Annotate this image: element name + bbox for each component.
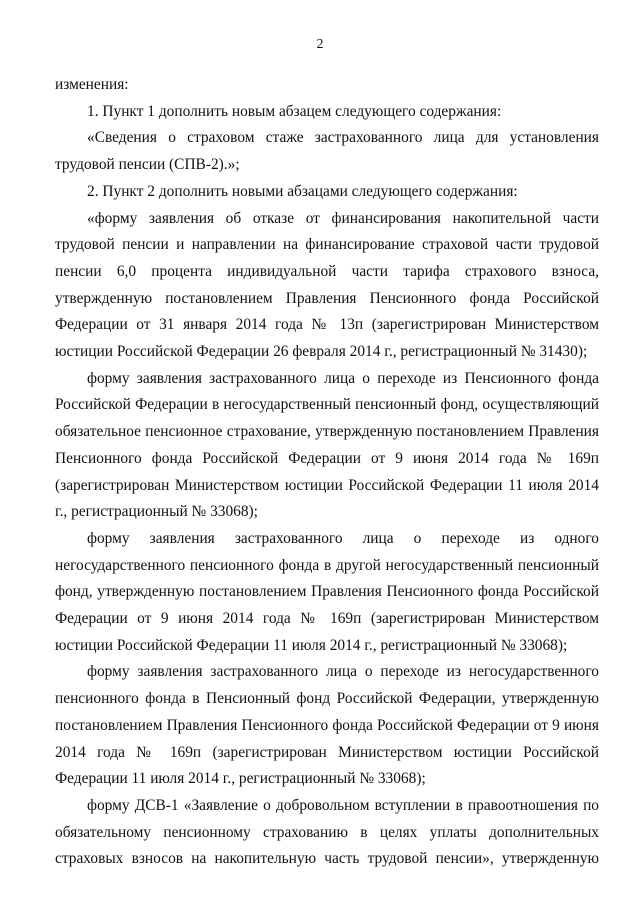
paragraph-transfer-between-npf: форму заявления застрахованного лица о переходе из одного негосударственного пенсионного фонда в другой негосударственный пенсионный фонд, утвержденную постановлением Правления Пенсионного фонда Российской Федерации от 9 июня 2014 года № 169п (зарегистрирован Министерством юстиции Российской Федерации 11 июля 2014 г., регистрационный № 33068); xyxy=(55,529,599,654)
document-body xyxy=(55,72,599,873)
paragraph-dsv1-form: форму ДСВ-1 «Заявление о добровольном вступлении в правоотношения по обязательному пенсионному страхованию в целях уплаты дополнительных страховых взносов на накопительную часть трудовой пенсии», утвержденную xyxy=(55,796,599,868)
paragraph-refusal-form: «форму заявления об отказе от финансирования накопительной части трудовой пенсии и направлении на финансирование страховой части трудовой пенсии 6,0 процента индивидуальной части тарифа страхового взноса, утвержденную постановлением Правления Пенсионного фонда Российской Федерации от 31 января 2014 года № 13п (зарегистрирован Министерством юстиции Российской Федерации 26 февраля 2014 г., регистрационный № 31430); xyxy=(55,209,599,361)
paragraph-item-2: 2. Пункт 2 дополнить новыми абзацами следующего содержания: xyxy=(87,182,518,200)
paragraph-item-1: 1. Пункт 1 дополнить новым абзацем следующего содержания: xyxy=(87,102,502,120)
paragraph-transfer-to-pfr: форму заявления застрахованного лица о переходе из негосударственного пенсионного фонда в Пенсионный фонд Российской Федерации, утвержденную постановлением Правления Пенсионного фонда Российской Федерации от 9 июня 2014 года № 169п (зарегистрирован Министерством юстиции Российской Федерации 11 июля 2014 г., регистрационный № 33068); xyxy=(55,663,599,788)
page-number: 2 xyxy=(316,37,324,52)
paragraph-intro: изменения: xyxy=(55,76,129,93)
paragraph-spv2-quote: «Сведения о страховом стаже застрахованного лица для установления трудовой пенсии (СПВ-2).»; xyxy=(55,129,599,174)
paragraph-transfer-to-npf: форму заявления застрахованного лица о переходе из Пенсионного фонда Российской Федерации в негосударственный пенсионный фонд, осуществляющий обязательное пенсионное страхование, утвержденную постановлением Правления Пенсионного фонда Российской Федерации от 9 июня 2014 года № 169п (зарегистрирован Министерством юстиции Российской Федерации 11 июля 2014 г., регистрационный № 33068); xyxy=(55,369,599,521)
